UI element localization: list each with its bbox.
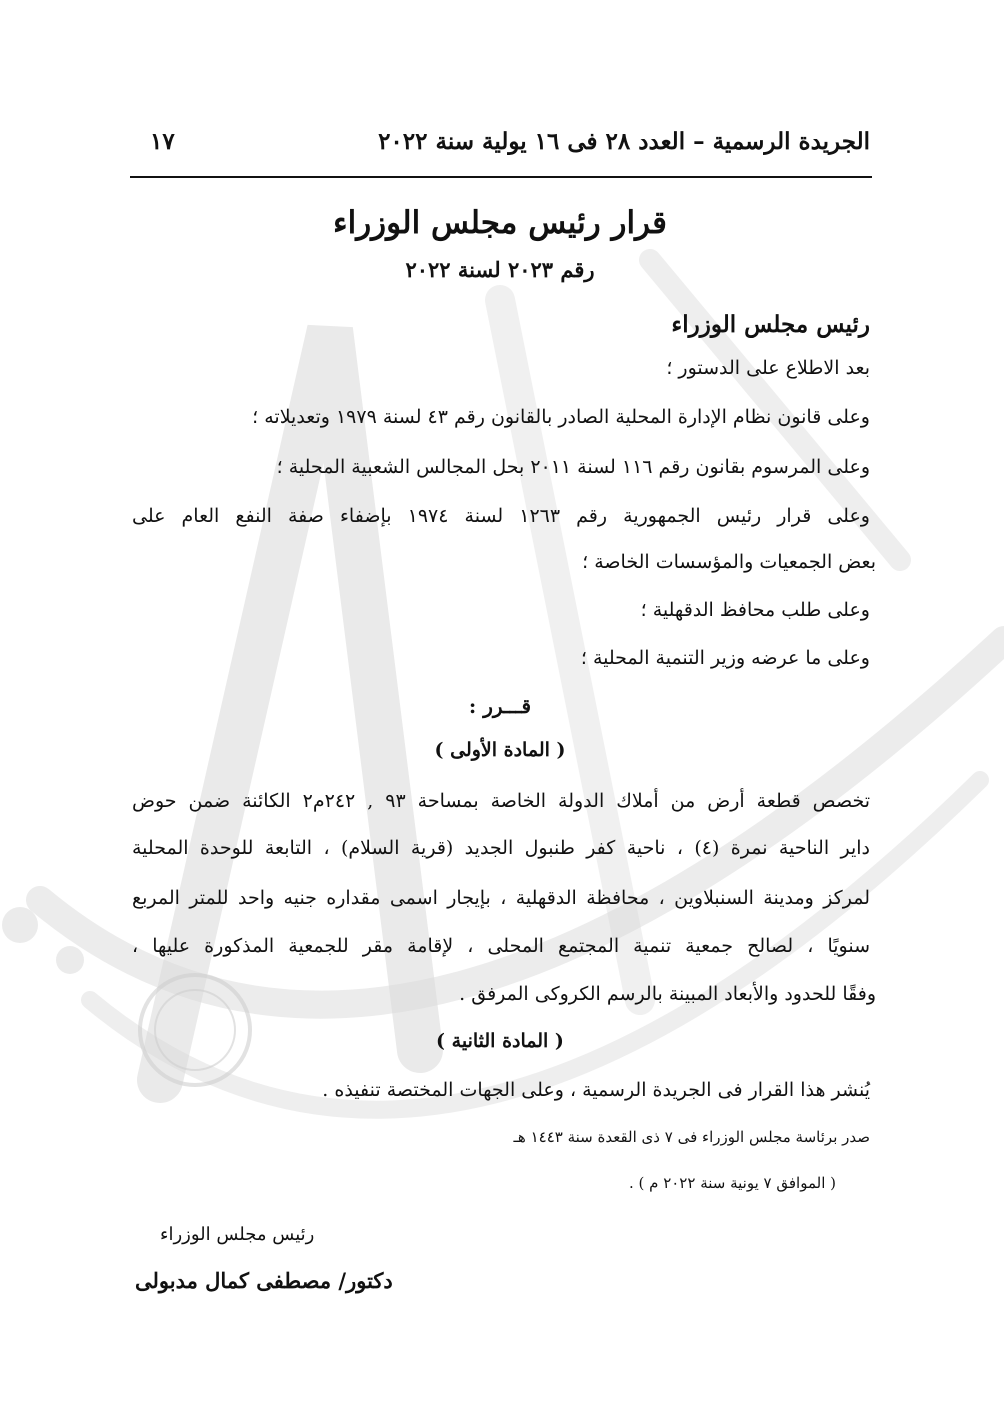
decree-title: قرار رئيس مجلس الوزراء <box>333 205 667 241</box>
preamble-line: وعلى ما عرضه وزير التنمية المحلية ؛ <box>580 647 870 669</box>
article-1-heading: ( المادة الأولى ) <box>434 739 566 761</box>
article-2-heading: ( المادة الثانية ) <box>436 1030 564 1052</box>
article-1-line: وفقًا للحدود والأبعاد المبينة بالرسم الكروكى المرفق . <box>459 983 876 1005</box>
decree-number: رقم ٢٠٢٣ لسنة ٢٠٢٢ <box>405 257 595 282</box>
article-1-line: داير الناحية نمرة (٤) ، ناحية كفر طنبول الجديد (قرية السلام) ، التابعة للوحدة المحلية <box>132 837 870 859</box>
gazette-header-title: الجريدة الرسمية – العدد ٢٨ فى ١٦ يولية سنة ٢٠٢٢ <box>378 128 870 155</box>
signature-title: رئيس مجلس الوزراء <box>160 1224 315 1245</box>
signature-name: دكتور/ مصطفى كمال مدبولى <box>135 1268 393 1293</box>
issued-date-hijri: صدر برئاسة مجلس الوزراء فى ٧ ذى القعدة سنة ١٤٤٣ هـ <box>513 1128 870 1146</box>
preamble-line: وعلى قرار رئيس الجمهورية رقم ١٢٦٣ لسنة ١٩٧٤ بإضفاء صفة النفع العام على <box>132 505 870 527</box>
preamble-line: وعلى طلب محافظ الدقهلية ؛ <box>640 599 870 621</box>
issuer-heading: رئيس مجلس الوزراء <box>671 311 870 338</box>
page-number: ١٧ <box>150 128 175 155</box>
article-1-line: سنويًا ، لصالح جمعية تنمية المجتمع المحلى ، لإقامة مقر للجمعية المذكورة عليها ، <box>132 935 870 957</box>
resolved-heading: قـــرر : <box>468 694 532 718</box>
preamble-line: بعض الجمعيات والمؤسسات الخاصة ؛ <box>582 551 876 573</box>
preamble-line: وعلى المرسوم بقانون رقم ١١٦ لسنة ٢٠١١ بحل المجالس الشعبية المحلية ؛ <box>276 456 870 478</box>
header-divider <box>130 176 872 178</box>
preamble-line: وعلى قانون نظام الإدارة المحلية الصادر بالقانون رقم ٤٣ لسنة ١٩٧٩ وتعديلاته ؛ <box>252 406 870 428</box>
issued-date-gregorian: ( الموافق ٧ يونية سنة ٢٠٢٢ م ) . <box>628 1174 836 1192</box>
preamble-line: بعد الاطلاع على الدستور ؛ <box>666 357 870 379</box>
article-1-line: لمركز ومدينة السنبلاوين ، محافظة الدقهلية ، بإيجار اسمى مقداره جنيه واحد للمتر المربع <box>132 887 870 909</box>
article-2-text: يُنشر هذا القرار فى الجريدة الرسمية ، وعلى الجهات المختصة تنفيذه . <box>322 1079 870 1101</box>
article-1-line: تخصص قطعة أرض من أملاك الدولة الخاصة بمساحة ٩٣ , ٢٤٢م٢ الكائنة ضمن حوض <box>132 790 870 812</box>
page-header <box>130 128 870 168</box>
